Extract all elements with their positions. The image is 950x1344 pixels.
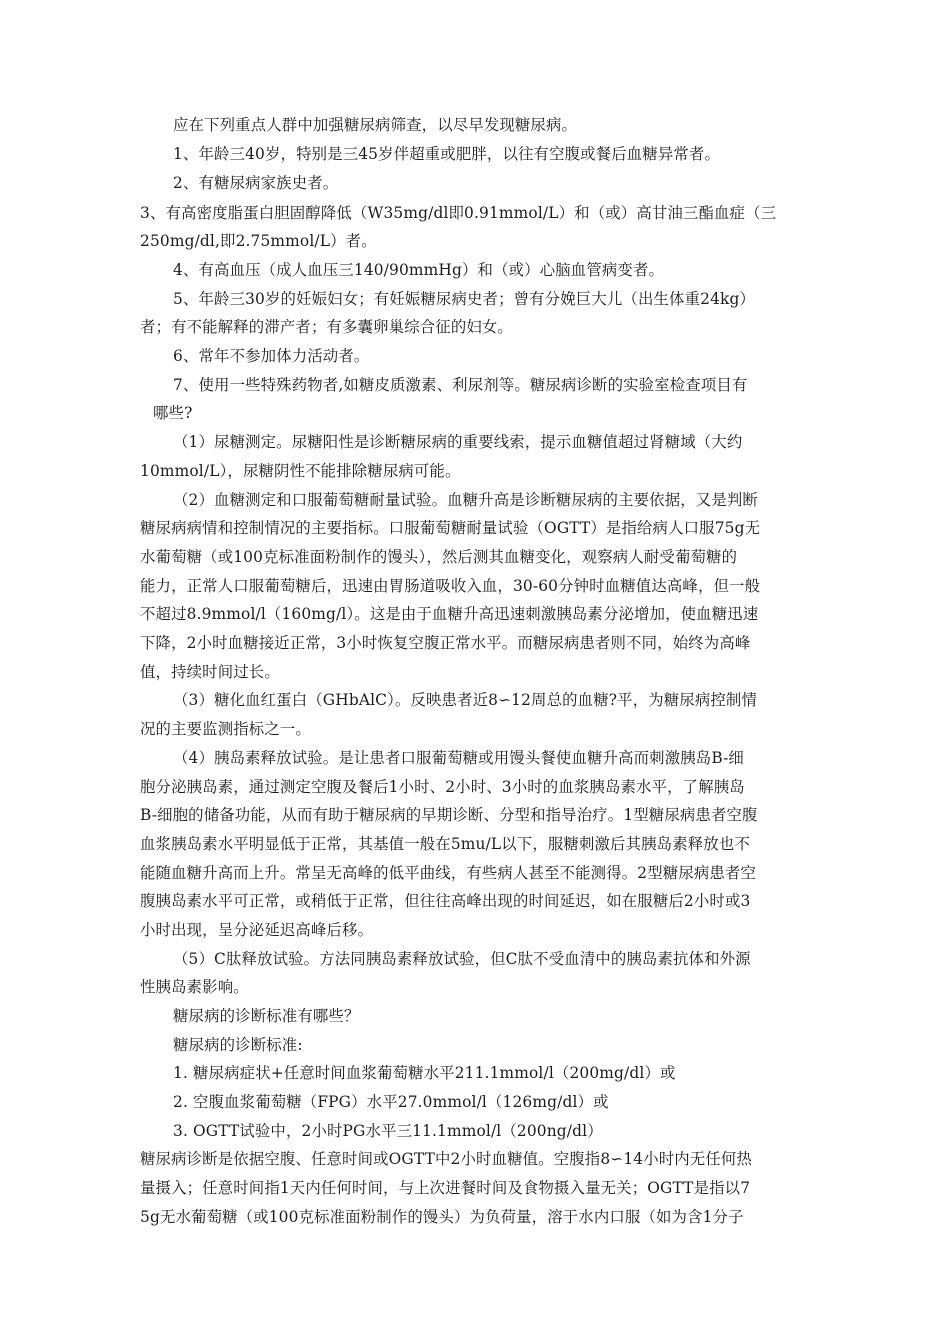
paragraph-line: 水葡萄糖（或100克标准面粉制作的馒头），然后测其血糖变化，观察病人耐受葡萄糖的 [140, 548, 738, 566]
paragraph-line: 250mg/dl,即2.75mmol/L）者。 [140, 232, 377, 250]
paragraph-line: 5、年龄三30岁的妊娠妇女；有妊娠糖尿病史者；曾有分娩巨大儿（出生体重24kg） [173, 290, 756, 308]
paragraph-line: 糖尿病的诊断标准: [173, 1036, 303, 1054]
paragraph-line: 2、有糖尿病家族史者。 [173, 174, 339, 192]
paragraph-line: 1. 糖尿病症状+任意时间血浆葡萄糖水平211.1mmol/l（200mg/dl）或 [173, 1064, 676, 1082]
paragraph-line: 4、有高血压（成人血压三140/90mmHg）和（或）心脑血管病变者。 [173, 261, 665, 279]
paragraph-line: （4）胰岛素释放试验。是让患者口服葡萄糖或用馒头餐使血糖升高而刺激胰岛B-细 [173, 749, 744, 767]
paragraph-line: 糖尿病的诊断标准有哪些？ [173, 1007, 360, 1025]
paragraph-line: 胞分泌胰岛素，通过测定空腹及餐后1小时、2小时、3小时的血浆胰岛素水平，了解胰岛 [140, 778, 745, 796]
paragraph-line: 糖尿病诊断是依据空腹、任意时间或OGTT中2小时血糖值。空腹指8∽14小时内无任何热 [140, 1150, 752, 1168]
paragraph-line: 况的主要监测指标之一。 [140, 720, 311, 738]
paragraph-line: 3、有高密度脂蛋白胆固醇降低（W35mg/dl即0.91mmol/L）和（或）高甘油三酯血症（三 [140, 204, 777, 222]
paragraph-line: 5g无水葡萄糖（或100克标准面粉制作的馒头）为负荷量，溶于水内口服（如为含1分子 [140, 1208, 744, 1226]
paragraph-line: 2. 空腹血浆葡萄糖（FPG）水平27.0mmol/l（126mg/dl）或 [173, 1093, 609, 1111]
paragraph-line: 6、常年不参加体力活动者。 [173, 347, 370, 365]
paragraph-line: 量摄入；任意时间指1天内任何时间，与上次进餐时间及食物摄入量无关；OGTT是指以7 [140, 1179, 751, 1197]
paragraph-line: 腹胰岛素水平可正常，或稍低于正常，但往往高峰出现的时间延迟，如在服糖后2小时或3 [140, 892, 751, 910]
paragraph-line: 能力，正常人口服葡萄糖后，迅速由胃肠道吸收入血，30-60分钟时血糖值达高峰，但一般 [140, 577, 761, 595]
paragraph-line: 者；有不能解释的滞产者；有多囊卵巢综合征的妇女。 [140, 318, 513, 336]
paragraph-line: B-细胞的储备功能，从而有助于糖尿病的早期诊断、分型和指导治疗。1型糖尿病患者空腹 [140, 806, 758, 824]
paragraph-line: 性胰岛素影响。 [140, 978, 249, 996]
paragraph-line: 1、年龄三40岁，特别是三45岁伴超重或肥胖，以往有空腹或餐后血糖异常者。 [173, 145, 721, 163]
paragraph-line: （3）糖化血红蛋白（GHbAlC）。反映患者近8∽12周总的血糖?平，为糖尿病控制情 [173, 691, 758, 709]
paragraph-line: （5）C肽释放试验。方法同胰岛素释放试验，但C肽不受血清中的胰岛素抗体和外源 [173, 950, 751, 968]
paragraph-line: 哪些? [153, 404, 193, 422]
paragraph-line: （2）血糖测定和口服葡萄糖耐量试验。血糖升高是诊断糖尿病的主要依据，又是判断 [173, 491, 758, 509]
paragraph-line: 10mmol/L），尿糖阴性不能排除糖尿病可能。 [140, 462, 461, 480]
paragraph-line: 糖尿病病情和控制情况的主要指标。口服葡萄糖耐量试验（OGTT）是指给病人口服75g无 [140, 519, 761, 537]
paragraph-line: 7、使用一些特殊药物者,如糖皮质激素、利尿剂等。糖尿病诊断的实验室检查项目有 [173, 376, 748, 394]
paragraph-line: 应在下列重点人群中加强糖尿病筛查，以尽早发现糖尿病。 [173, 116, 578, 134]
paragraph-line: 下降，2小时血糖接近正常，3小时恢复空腹正常水平。而糖尿病患者则不同，始终为高峰 [140, 634, 751, 652]
paragraph-line: 小时出现，呈分泌延迟高峰后移。 [140, 921, 374, 939]
paragraph-line: 血浆胰岛素水平明显低于正常，其基值一般在5mu/L以下，服糖刺激后其胰岛素释放也不 [140, 835, 750, 853]
paragraph-line: （1）尿糖测定。尿糖阳性是诊断糖尿病的重要线索，提示血糖值超过肾糖域（大约 [173, 433, 743, 451]
paragraph-line: 不超过8.9mmol/l（160mg/l）。这是由于血糖升高迅速刺激胰岛素分泌增加，使血糖迅速 [140, 605, 759, 623]
paragraph-line: 值，持续时间过长。 [140, 663, 280, 681]
paragraph-line: 能随血糖升高而上升。常呈无高峰的低平曲线，有些病人甚至不能测得。2型糖尿病患者空 [140, 864, 757, 882]
paragraph-line: 3. OGTT试验中，2小时PG水平三11.1mmol/l（200ng/dl） [173, 1122, 603, 1140]
